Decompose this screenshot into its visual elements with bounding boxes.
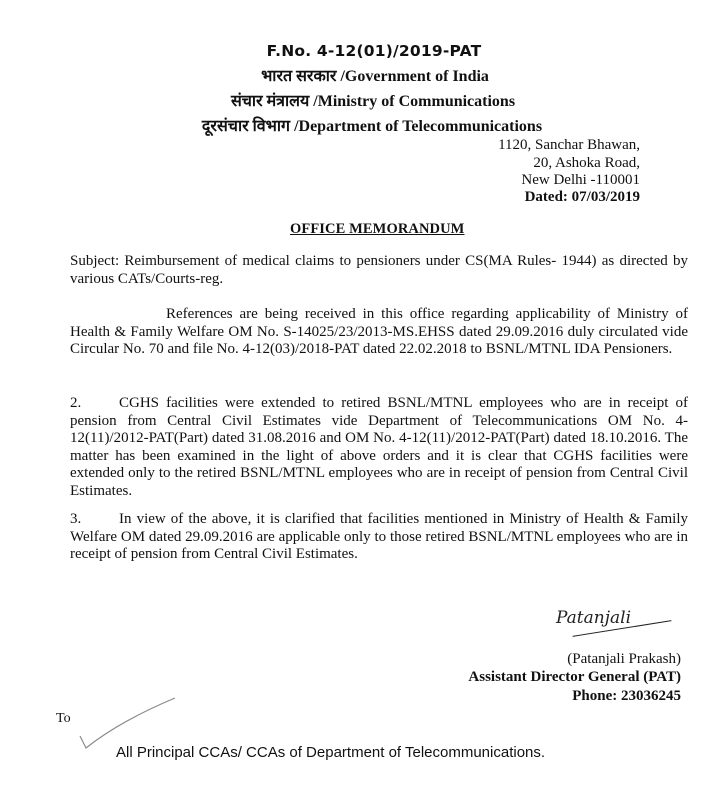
signatory-name: (Patanjali Prakash) xyxy=(567,651,681,667)
to-label: To xyxy=(56,711,71,726)
signatory-designation: Assistant Director General (PAT) xyxy=(468,669,681,685)
header-government xyxy=(15,64,720,86)
paragraph-3-number: 3. xyxy=(70,511,82,527)
signatory-phone: Phone: 23036245 xyxy=(572,688,681,704)
header-department xyxy=(12,114,720,136)
subject-line: Subject: Reimbursement of medical claims to pensioners under CS(MA Rules- 1944) as directed by various CATs/Courts-reg. xyxy=(70,253,688,287)
file-number: F.No. 4-12(01)/2019-PAT xyxy=(266,42,482,60)
address-line-3: New Delhi -110001 xyxy=(521,172,640,188)
paragraph-3-text: In view of the above, it is clarified that facilities mentioned in Ministry of Health & Family Welfare OM dated 29.09.2016 are applicable only to those retired BSNL/MTNL employees who are in receipt of pension from Central Civil Estimates. xyxy=(70,511,688,563)
header-ministry-hindi: संचार मंत्रालय xyxy=(230,93,310,110)
header-ministry xyxy=(13,89,720,111)
header-government-hindi: भारत सरकार xyxy=(261,68,337,85)
paragraph-2-number: 2. xyxy=(70,395,82,411)
paragraph-1-text: References are being received in this office regarding applicability of Ministry of Health & Family Welfare OM No. S-14025/23/2013-MS.EHSS dated 29.09.2016 duly circulated vide Circular No. 70 and file No. 4-12(03)/2018-PAT dated 22.02.2018 to BSNL/MTNL IDA Pensioners. xyxy=(70,306,688,358)
header-department-hindi: दूरसंचार विभाग xyxy=(201,118,291,135)
header-ministry-english: /Ministry of Communications xyxy=(313,93,516,110)
document-title: OFFICE MEMORANDUM xyxy=(290,221,465,237)
date-line: Dated: 07/03/2019 xyxy=(524,189,640,205)
header-department-english: /Department of Telecommunications xyxy=(294,118,543,135)
paragraph-3 xyxy=(70,511,688,564)
recipient-line: All Principal CCAs/ CCAs of Department of Telecommunications. xyxy=(116,744,546,761)
handwritten-signature: Patanjali xyxy=(556,608,632,628)
address-line-1: 1120, Sanchar Bhawan, xyxy=(498,137,640,153)
header-government-english: /Government of India xyxy=(340,68,489,85)
paragraph-2 xyxy=(70,395,688,501)
paragraph-2-text: CGHS facilities were extended to retired BSNL/MTNL employees who are in receipt of pension from Central Civil Estimates vide Department of Telecommunications OM No. 4-12(11)/2012-PAT(Part) dated 31.08.2016 and OM No. 4-12(11)/2012-PAT(Part) dated 18.10.2016. The matter has been examined in the light of above orders and it is clear that CGHS facilities were extended only to the retired BSNL/MTNL employees who are in receipt of pension from Central Civil Estimates. xyxy=(70,395,688,499)
address-line-2: 20, Ashoka Road, xyxy=(533,155,640,171)
paragraph-1 xyxy=(70,306,688,359)
